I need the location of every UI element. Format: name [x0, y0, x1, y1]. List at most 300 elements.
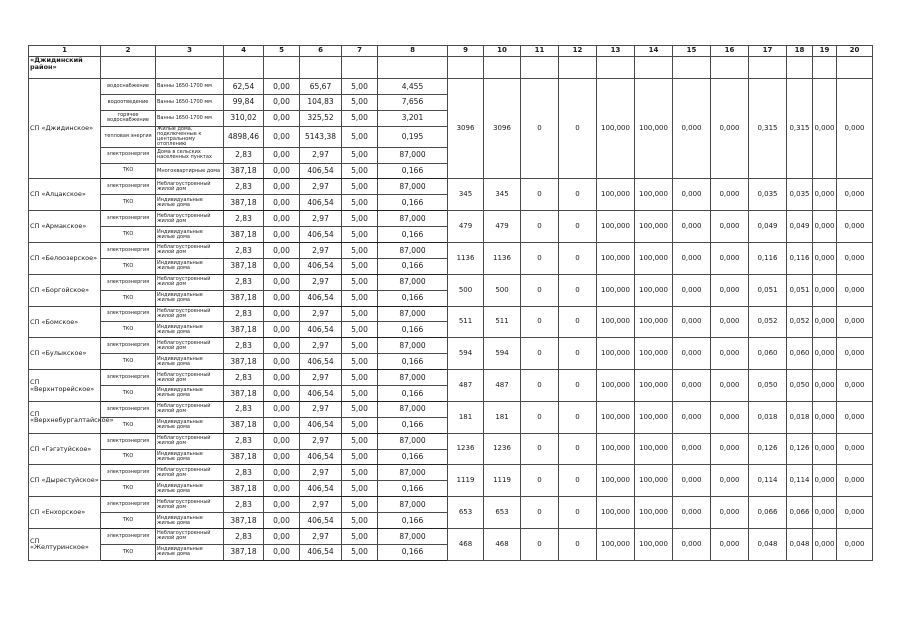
value-cell: 0,166 — [378, 227, 448, 243]
summary-cell: 0,049 — [749, 211, 787, 243]
value-cell: 0,166 — [378, 544, 448, 560]
summary-cell: 0,000 — [711, 370, 749, 402]
category-cell: Индивидуальные жилые дома — [156, 258, 224, 274]
value-cell: 3,201 — [378, 110, 448, 126]
column-header: 13 — [597, 46, 635, 57]
category-cell: Неблагоустроенный жилой дом — [156, 274, 224, 290]
summary-cell: 0 — [559, 274, 597, 306]
value-cell: 87,000 — [378, 179, 448, 195]
summary-cell: 100,000 — [597, 529, 635, 561]
value-cell: 5,00 — [342, 386, 378, 402]
value-cell: 406,54 — [300, 163, 342, 179]
table-row — [29, 370, 873, 386]
value-cell: 387,18 — [224, 322, 264, 338]
summary-cell: 0 — [521, 338, 559, 370]
settlement-name: СП «Булыкское» — [29, 338, 101, 370]
summary-cell: 0,000 — [813, 179, 837, 211]
resource-cell: электроэнергия — [101, 529, 156, 545]
summary-cell: 511 — [448, 306, 484, 338]
settlement-name: СП «Верхнебургалтайское» — [29, 401, 101, 433]
summary-cell: 0,000 — [711, 306, 749, 338]
value-cell: 0,00 — [264, 147, 300, 163]
summary-cell: 0,000 — [673, 370, 711, 402]
summary-cell: 0,000 — [813, 433, 837, 465]
value-cell: 0,00 — [264, 126, 300, 147]
value-cell: 387,18 — [224, 417, 264, 433]
value-cell: 2,97 — [300, 211, 342, 227]
summary-cell: 0,315 — [749, 79, 787, 179]
summary-cell: 100,000 — [597, 211, 635, 243]
value-cell: 87,000 — [378, 211, 448, 227]
value-cell: 387,18 — [224, 513, 264, 529]
column-header: 4 — [224, 46, 264, 57]
resource-cell: электроэнергия — [101, 401, 156, 417]
value-cell: 0,00 — [264, 386, 300, 402]
summary-cell: 345 — [448, 179, 484, 211]
table-row — [29, 211, 873, 227]
summary-cell: 0 — [521, 274, 559, 306]
summary-cell: 0,114 — [749, 465, 787, 497]
value-cell: 5,00 — [342, 94, 378, 110]
value-cell: 387,18 — [224, 195, 264, 211]
resource-cell: ТКО — [101, 195, 156, 211]
value-cell: 5,00 — [342, 258, 378, 274]
summary-cell: 100,000 — [597, 338, 635, 370]
value-cell: 5,00 — [342, 370, 378, 386]
resource-cell: ТКО — [101, 258, 156, 274]
settlement-name: СП «Джидинское» — [29, 79, 101, 179]
value-cell: 5,00 — [342, 79, 378, 95]
resource-cell: ТКО — [101, 417, 156, 433]
column-header: 6 — [300, 46, 342, 57]
value-cell: 87,000 — [378, 274, 448, 290]
value-cell: 5,00 — [342, 544, 378, 560]
value-cell: 5,00 — [342, 513, 378, 529]
value-cell: 0,00 — [264, 354, 300, 370]
summary-cell: 0,051 — [749, 274, 787, 306]
value-cell: 2,83 — [224, 306, 264, 322]
value-cell: 0,00 — [264, 401, 300, 417]
summary-cell: 0,000 — [837, 529, 873, 561]
summary-cell: 181 — [484, 401, 521, 433]
value-cell: 387,18 — [224, 354, 264, 370]
value-cell: 406,54 — [300, 195, 342, 211]
value-cell: 5,00 — [342, 322, 378, 338]
summary-cell: 0,000 — [837, 306, 873, 338]
value-cell: 2,83 — [224, 497, 264, 513]
resource-cell: ТКО — [101, 449, 156, 465]
summary-cell: 0,000 — [673, 529, 711, 561]
value-cell: 2,83 — [224, 274, 264, 290]
column-header: 20 — [837, 46, 873, 57]
summary-cell: 0 — [559, 401, 597, 433]
summary-cell: 0,000 — [813, 211, 837, 243]
value-cell: 5,00 — [342, 465, 378, 481]
resource-cell: электроэнергия — [101, 370, 156, 386]
category-cell: Индивидуальные жилые дома — [156, 354, 224, 370]
value-cell: 87,000 — [378, 306, 448, 322]
resource-cell: электроэнергия — [101, 465, 156, 481]
column-header: 10 — [484, 46, 521, 57]
summary-cell: 479 — [484, 211, 521, 243]
summary-cell: 0,060 — [749, 338, 787, 370]
column-header: 11 — [521, 46, 559, 57]
category-cell: Неблагоустроенный жилой дом — [156, 370, 224, 386]
summary-cell: 1236 — [484, 433, 521, 465]
district-name: «Джидинский район» — [29, 57, 101, 79]
summary-cell: 0,000 — [673, 79, 711, 179]
summary-cell: 653 — [484, 497, 521, 529]
summary-cell: 0,048 — [787, 529, 813, 561]
column-header: 7 — [342, 46, 378, 57]
summary-cell: 0,000 — [813, 401, 837, 433]
value-cell: 0,00 — [264, 258, 300, 274]
summary-cell: 0,000 — [711, 243, 749, 275]
value-cell: 2,97 — [300, 147, 342, 163]
summary-cell: 0,000 — [711, 179, 749, 211]
summary-cell: 487 — [448, 370, 484, 402]
value-cell: 87,000 — [378, 497, 448, 513]
value-cell: 87,000 — [378, 338, 448, 354]
summary-cell: 0,126 — [749, 433, 787, 465]
value-cell: 387,18 — [224, 227, 264, 243]
summary-cell: 0,000 — [813, 529, 837, 561]
column-header: 2 — [101, 46, 156, 57]
summary-cell: 0,000 — [673, 274, 711, 306]
value-cell: 5,00 — [342, 481, 378, 497]
summary-cell: 0,000 — [673, 211, 711, 243]
summary-cell: 0,066 — [787, 497, 813, 529]
summary-cell: 0,000 — [837, 274, 873, 306]
summary-cell: 0 — [559, 338, 597, 370]
summary-cell: 0,000 — [711, 401, 749, 433]
summary-cell: 500 — [484, 274, 521, 306]
value-cell: 406,54 — [300, 417, 342, 433]
summary-cell: 468 — [484, 529, 521, 561]
value-cell: 325,52 — [300, 110, 342, 126]
value-cell: 0,00 — [264, 243, 300, 259]
value-cell: 387,18 — [224, 290, 264, 306]
summary-cell: 0,052 — [749, 306, 787, 338]
resource-cell: ТКО — [101, 322, 156, 338]
summary-cell: 0,000 — [711, 497, 749, 529]
value-cell: 2,97 — [300, 306, 342, 322]
value-cell: 0,00 — [264, 529, 300, 545]
value-cell: 406,54 — [300, 449, 342, 465]
summary-cell: 100,000 — [597, 179, 635, 211]
summary-cell: 468 — [448, 529, 484, 561]
value-cell: 2,83 — [224, 147, 264, 163]
resource-cell: электроэнергия — [101, 433, 156, 449]
value-cell: 0,00 — [264, 338, 300, 354]
summary-cell: 0,000 — [837, 243, 873, 275]
column-header: 17 — [749, 46, 787, 57]
summary-cell: 0 — [559, 465, 597, 497]
value-cell: 87,000 — [378, 465, 448, 481]
summary-cell: 1136 — [484, 243, 521, 275]
resource-cell: электроэнергия — [101, 211, 156, 227]
value-cell: 2,97 — [300, 338, 342, 354]
value-cell: 2,97 — [300, 370, 342, 386]
resource-cell: ТКО — [101, 163, 156, 179]
table-row — [29, 306, 873, 322]
summary-cell: 0,000 — [673, 433, 711, 465]
value-cell: 5,00 — [342, 449, 378, 465]
summary-cell: 0,050 — [749, 370, 787, 402]
table-row — [29, 529, 873, 545]
resource-cell: водоотведение — [101, 94, 156, 110]
summary-cell: 100,000 — [635, 179, 673, 211]
summary-cell: 0 — [559, 306, 597, 338]
summary-cell: 0,000 — [711, 79, 749, 179]
summary-cell: 0,000 — [813, 306, 837, 338]
summary-cell: 594 — [448, 338, 484, 370]
value-cell: 2,83 — [224, 401, 264, 417]
settlement-name: СП «Боргойское» — [29, 274, 101, 306]
value-cell: 2,97 — [300, 243, 342, 259]
summary-cell: 100,000 — [635, 497, 673, 529]
summary-cell: 0 — [521, 79, 559, 179]
value-cell: 387,18 — [224, 481, 264, 497]
value-cell: 0,00 — [264, 322, 300, 338]
column-header: 16 — [711, 46, 749, 57]
value-cell: 0,00 — [264, 179, 300, 195]
settlement-name: СП «Бомское» — [29, 306, 101, 338]
summary-cell: 0,000 — [711, 211, 749, 243]
summary-cell: 0 — [559, 529, 597, 561]
resource-cell: ТКО — [101, 354, 156, 370]
value-cell: 0,00 — [264, 163, 300, 179]
summary-cell: 0 — [559, 433, 597, 465]
value-cell: 62,54 — [224, 79, 264, 95]
resource-cell: ТКО — [101, 386, 156, 402]
table-row — [29, 338, 873, 354]
summary-cell: 100,000 — [635, 465, 673, 497]
value-cell: 387,18 — [224, 163, 264, 179]
table-row — [29, 179, 873, 195]
value-cell: 0,00 — [264, 465, 300, 481]
value-cell: 5,00 — [342, 306, 378, 322]
summary-cell: 0,060 — [787, 338, 813, 370]
value-cell: 4,455 — [378, 79, 448, 95]
value-cell: 406,54 — [300, 481, 342, 497]
value-cell: 5,00 — [342, 529, 378, 545]
category-cell: Индивидуальные жилые дома — [156, 417, 224, 433]
resource-cell: ТКО — [101, 544, 156, 560]
summary-cell: 0,000 — [711, 274, 749, 306]
value-cell: 5,00 — [342, 163, 378, 179]
summary-cell: 345 — [484, 179, 521, 211]
value-cell: 387,18 — [224, 386, 264, 402]
column-header: 12 — [559, 46, 597, 57]
value-cell: 0,00 — [264, 227, 300, 243]
category-cell: Дома в сельских населенных пунктах — [156, 147, 224, 163]
summary-cell: 100,000 — [597, 274, 635, 306]
summary-cell: 0 — [559, 497, 597, 529]
column-header: 8 — [378, 46, 448, 57]
summary-cell: 100,000 — [635, 529, 673, 561]
summary-cell: 0,000 — [711, 465, 749, 497]
table-row — [29, 401, 873, 417]
category-cell: Индивидуальные жилые дома — [156, 227, 224, 243]
column-header: 5 — [264, 46, 300, 57]
summary-cell: 1236 — [448, 433, 484, 465]
summary-cell: 0,000 — [813, 465, 837, 497]
value-cell: 5,00 — [342, 147, 378, 163]
resource-cell: электроэнергия — [101, 147, 156, 163]
summary-cell: 100,000 — [635, 338, 673, 370]
summary-cell: 0,000 — [813, 338, 837, 370]
value-cell: 387,18 — [224, 449, 264, 465]
summary-cell: 0,035 — [787, 179, 813, 211]
summary-cell: 0,000 — [673, 338, 711, 370]
summary-cell: 0 — [559, 370, 597, 402]
summary-cell: 100,000 — [635, 211, 673, 243]
summary-cell: 0 — [521, 306, 559, 338]
resource-cell: тепловая энергия — [101, 126, 156, 147]
category-cell: Индивидуальные жилые дома — [156, 449, 224, 465]
value-cell: 4898,46 — [224, 126, 264, 147]
table-row — [29, 79, 873, 95]
value-cell: 0,00 — [264, 211, 300, 227]
summary-cell: 100,000 — [597, 433, 635, 465]
summary-cell: 0,000 — [673, 306, 711, 338]
summary-cell: 3096 — [484, 79, 521, 179]
category-cell: Неблагоустроенный жилой дом — [156, 243, 224, 259]
category-cell: Ванны 1650-1700 мм — [156, 94, 224, 110]
summary-cell: 0,000 — [673, 401, 711, 433]
value-cell: 2,97 — [300, 497, 342, 513]
summary-cell: 0 — [521, 465, 559, 497]
column-header: 3 — [156, 46, 224, 57]
category-cell: Индивидуальные жилые дома — [156, 544, 224, 560]
settlement-name: СП «Белоозерское» — [29, 243, 101, 275]
summary-cell: 0,018 — [787, 401, 813, 433]
value-cell: 87,000 — [378, 433, 448, 449]
summary-cell: 594 — [484, 338, 521, 370]
value-cell: 0,166 — [378, 258, 448, 274]
value-cell: 0,00 — [264, 544, 300, 560]
summary-cell: 100,000 — [597, 79, 635, 179]
summary-cell: 3096 — [448, 79, 484, 179]
summary-cell: 500 — [448, 274, 484, 306]
value-cell: 5,00 — [342, 290, 378, 306]
category-cell: Неблагоустроенный жилой дом — [156, 338, 224, 354]
summary-cell: 0,000 — [837, 370, 873, 402]
summary-cell: 0 — [559, 179, 597, 211]
summary-cell: 0,000 — [837, 179, 873, 211]
summary-cell: 0,000 — [673, 243, 711, 275]
category-cell: Жилые дома, подключенные к центральному отоплению — [156, 126, 224, 147]
value-cell: 5,00 — [342, 179, 378, 195]
category-cell: Индивидуальные жилые дома — [156, 513, 224, 529]
value-cell: 0,166 — [378, 449, 448, 465]
category-cell: Индивидуальные жилые дома — [156, 481, 224, 497]
settlement-name: СП «Желтуринское» — [29, 529, 101, 561]
summary-cell: 0,000 — [837, 79, 873, 179]
value-cell: 406,54 — [300, 227, 342, 243]
value-cell: 0,00 — [264, 94, 300, 110]
category-cell: Индивидуальные жилые дома — [156, 290, 224, 306]
value-cell: 7,656 — [378, 94, 448, 110]
value-cell: 0,166 — [378, 163, 448, 179]
summary-cell: 0,050 — [787, 370, 813, 402]
value-cell: 87,000 — [378, 147, 448, 163]
value-cell: 2,83 — [224, 529, 264, 545]
settlement-name: СП «Верхнторейское» — [29, 370, 101, 402]
resource-cell: электроэнергия — [101, 306, 156, 322]
summary-cell: 0 — [521, 529, 559, 561]
value-cell: 0,00 — [264, 433, 300, 449]
value-cell: 5,00 — [342, 354, 378, 370]
summary-cell: 0,000 — [837, 465, 873, 497]
summary-cell: 100,000 — [635, 370, 673, 402]
value-cell: 2,83 — [224, 465, 264, 481]
summary-cell: 0 — [559, 211, 597, 243]
value-cell: 0,00 — [264, 449, 300, 465]
value-cell: 87,000 — [378, 243, 448, 259]
settlement-name: СП «Гэгэтуйское» — [29, 433, 101, 465]
summary-cell: 0 — [521, 243, 559, 275]
summary-cell: 653 — [448, 497, 484, 529]
resource-cell: электроэнергия — [101, 243, 156, 259]
value-cell: 406,54 — [300, 354, 342, 370]
category-cell: Индивидуальные жилые дома — [156, 322, 224, 338]
summary-cell: 0,000 — [837, 497, 873, 529]
category-cell: Ванны 1650-1700 мм — [156, 79, 224, 95]
value-cell: 2,83 — [224, 179, 264, 195]
value-cell: 0,166 — [378, 322, 448, 338]
summary-cell: 0,000 — [673, 179, 711, 211]
value-cell: 5,00 — [342, 401, 378, 417]
value-cell: 0,195 — [378, 126, 448, 147]
value-cell: 5,00 — [342, 243, 378, 259]
value-cell: 5,00 — [342, 211, 378, 227]
value-cell: 2,97 — [300, 465, 342, 481]
summary-cell: 1119 — [448, 465, 484, 497]
summary-cell: 479 — [448, 211, 484, 243]
table-row — [29, 497, 873, 513]
category-cell: Неблагоустроенный жилой дом — [156, 179, 224, 195]
value-cell: 0,00 — [264, 274, 300, 290]
value-cell: 5143,38 — [300, 126, 342, 147]
tariff-table — [28, 45, 873, 561]
value-cell: 2,97 — [300, 274, 342, 290]
value-cell: 0,00 — [264, 513, 300, 529]
value-cell: 5,00 — [342, 338, 378, 354]
value-cell: 87,000 — [378, 529, 448, 545]
summary-cell: 100,000 — [635, 243, 673, 275]
summary-cell: 0 — [521, 370, 559, 402]
summary-cell: 0,000 — [813, 370, 837, 402]
summary-cell: 0,048 — [749, 529, 787, 561]
summary-cell: 100,000 — [597, 465, 635, 497]
value-cell: 310,02 — [224, 110, 264, 126]
value-cell: 0,00 — [264, 110, 300, 126]
value-cell: 406,54 — [300, 290, 342, 306]
column-header: 1 — [29, 46, 101, 57]
summary-cell: 100,000 — [635, 306, 673, 338]
value-cell: 0,00 — [264, 79, 300, 95]
summary-cell: 0 — [521, 401, 559, 433]
summary-cell: 0,116 — [787, 243, 813, 275]
summary-cell: 511 — [484, 306, 521, 338]
summary-cell: 0,000 — [837, 338, 873, 370]
column-header: 14 — [635, 46, 673, 57]
value-cell: 2,97 — [300, 179, 342, 195]
resource-cell: водоснабжение — [101, 79, 156, 95]
value-cell: 0,166 — [378, 417, 448, 433]
